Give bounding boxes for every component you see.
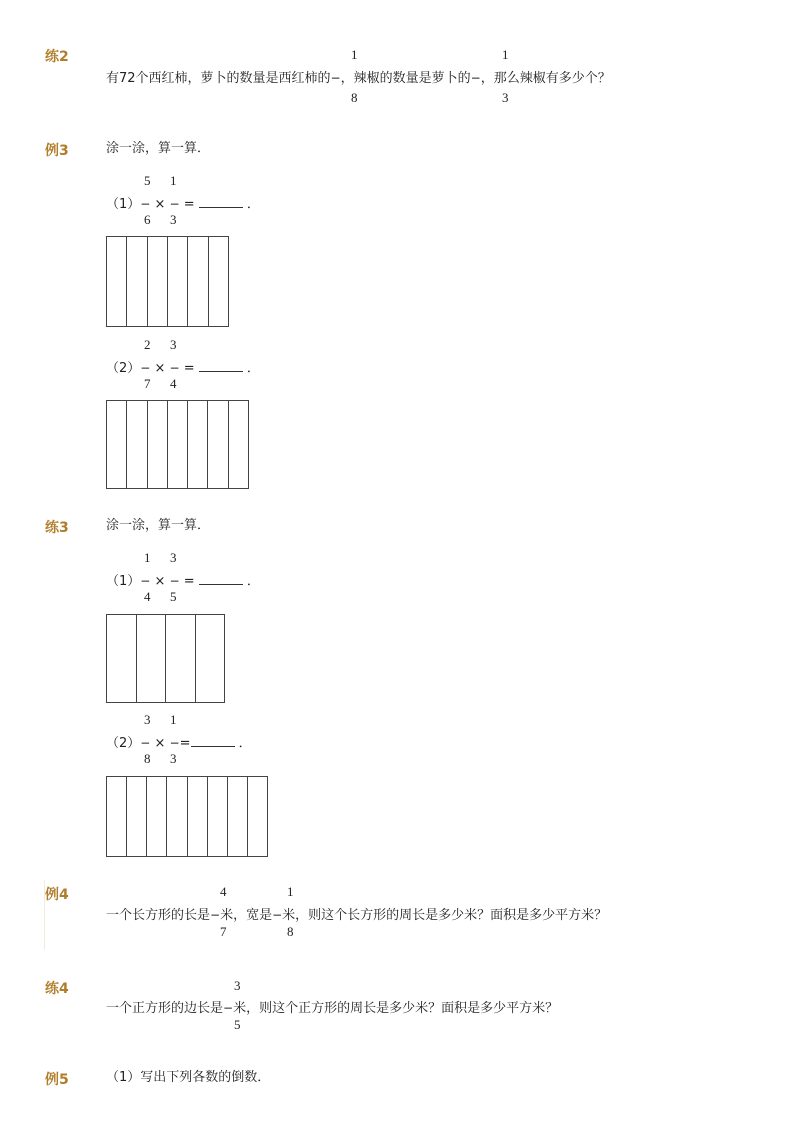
frac-numerator: 1: [170, 712, 177, 727]
problem-text-li4: [106, 907, 607, 924]
frac-numerator: 3: [144, 712, 151, 727]
problem-text-li5: （1）写出下列各数的倒数．: [106, 1070, 271, 1085]
text-segment: ，那么辣椒有多少个？: [480, 71, 611, 86]
part-prefix: （1）: [106, 197, 141, 212]
period: ．: [246, 361, 260, 376]
grid-cell[interactable]: [187, 401, 207, 488]
grid-cell[interactable]: [167, 401, 187, 488]
frac-numerator: 1: [351, 47, 358, 62]
frac-denominator: 5: [170, 589, 177, 604]
fraction-bar: −: [272, 908, 283, 922]
grid-cell[interactable]: [147, 237, 167, 326]
problem-label-li4: 例4: [45, 887, 69, 903]
operator: ×: [154, 361, 166, 376]
grid-cell[interactable]: [107, 777, 126, 856]
grid-cell[interactable]: [207, 777, 227, 856]
text-segment: 米，则这个正方形的周长是多少米？面积是多少平方米？: [233, 1001, 559, 1016]
frac-denominator: 7: [220, 924, 227, 939]
frac-denominator: 6: [144, 212, 151, 227]
operator: ×: [154, 197, 166, 212]
frac-denominator: 3: [502, 90, 509, 105]
fraction-bar: −: [140, 361, 151, 375]
part-prefix: （2）: [106, 361, 141, 376]
text-segment: 有72个西红柿，萝卜的数量是西红柿的: [106, 71, 331, 86]
instruction: 涂一涂，算一算．: [106, 141, 211, 156]
frac-numerator: 4: [220, 884, 227, 899]
grid-cell[interactable]: [147, 401, 167, 488]
grid-cell[interactable]: [107, 615, 136, 702]
grid-cell[interactable]: [136, 615, 166, 702]
fraction-bar: −: [223, 1001, 234, 1015]
equation-li3-1: [106, 195, 260, 213]
frac-denominator: 3: [170, 212, 177, 227]
answer-blank[interactable]: [199, 572, 243, 585]
grid-cell[interactable]: [126, 401, 146, 488]
equals-sign: =: [183, 361, 195, 376]
frac-denominator: 8: [144, 751, 151, 766]
text-segment: 一个长方形的长是: [106, 908, 211, 923]
frac-denominator: 7: [144, 376, 151, 391]
problem-label-li5: 例5: [45, 1072, 69, 1088]
equals-sign: =: [179, 736, 191, 751]
part-prefix: （1）: [106, 574, 141, 589]
fraction-bar: −: [169, 361, 180, 375]
grid-cell[interactable]: [107, 237, 126, 326]
grid-cell[interactable]: [208, 237, 228, 326]
answer-blank[interactable]: [199, 359, 243, 372]
grid-cell[interactable]: [166, 777, 186, 856]
frac-numerator: 1: [287, 884, 294, 899]
shading-grid-7[interactable]: [106, 400, 249, 489]
fraction-bar: −: [140, 736, 151, 750]
equation-lian3-2: [106, 734, 252, 752]
shading-grid-4[interactable]: [106, 614, 225, 703]
frac-numerator: 1: [144, 550, 151, 565]
fraction-bar: −: [140, 197, 151, 211]
text-segment: 米，则这个长方形的周长是多少米？面积是多少平方米？: [282, 908, 608, 923]
fraction-bar: −: [210, 908, 221, 922]
frac-denominator: 3: [170, 751, 177, 766]
period: ．: [238, 736, 252, 751]
frac-numerator: 2: [144, 337, 151, 352]
fraction-bar: −: [169, 574, 180, 588]
fraction-bar: −: [169, 197, 180, 211]
frac-numerator: 5: [144, 173, 151, 188]
fraction-bar: −: [169, 736, 180, 750]
frac-numerator: 1: [170, 173, 177, 188]
problem-label-lian2: 练2: [45, 49, 69, 65]
text-segment: ，辣椒的数量是萝卜的: [340, 71, 471, 86]
grid-cell[interactable]: [167, 237, 187, 326]
operator: ×: [154, 736, 166, 751]
problem-text-lian2: [106, 70, 611, 87]
answer-blank[interactable]: [191, 734, 235, 747]
grid-cell[interactable]: [146, 777, 166, 856]
grid-cell[interactable]: [107, 401, 126, 488]
grid-cell[interactable]: [228, 401, 248, 488]
problem-label-lian4: 练4: [45, 981, 69, 997]
grid-cell[interactable]: [126, 777, 146, 856]
grid-cell[interactable]: [247, 777, 267, 856]
answer-blank[interactable]: [199, 195, 243, 208]
fraction-bar: −: [470, 71, 481, 85]
fraction-bar: −: [330, 71, 341, 85]
shading-grid-6[interactable]: [106, 236, 229, 327]
grid-cell[interactable]: [227, 777, 247, 856]
frac-denominator: 4: [144, 589, 151, 604]
instruction: 涂一涂，算一算．: [106, 518, 211, 533]
period: ．: [246, 574, 260, 589]
equals-sign: =: [183, 197, 195, 212]
frac-denominator: 4: [170, 376, 177, 391]
grid-cell[interactable]: [187, 237, 207, 326]
frac-numerator: 3: [234, 978, 241, 993]
text-segment: 一个正方形的边长是: [106, 1001, 224, 1016]
problem-text-lian4: [106, 1000, 558, 1017]
equals-sign: =: [183, 574, 195, 589]
grid-cell[interactable]: [165, 615, 195, 702]
problem-label-lian3: 练3: [45, 520, 69, 536]
frac-numerator: 3: [170, 337, 177, 352]
frac-numerator: 3: [170, 550, 177, 565]
frac-denominator: 8: [351, 90, 358, 105]
equation-lian3-1: [106, 572, 260, 590]
fraction-bar: −: [140, 574, 151, 588]
text-segment: 米，宽是: [220, 908, 273, 923]
shading-grid-8[interactable]: [106, 776, 268, 857]
grid-cell[interactable]: [207, 401, 227, 488]
grid-cell[interactable]: [187, 777, 207, 856]
period: ．: [246, 197, 260, 212]
part-prefix: （2）: [106, 736, 141, 751]
grid-cell[interactable]: [195, 615, 225, 702]
frac-denominator: 8: [287, 924, 294, 939]
problem-label-li3: 例3: [45, 143, 69, 159]
grid-cell[interactable]: [126, 237, 146, 326]
equation-li3-2: [106, 359, 260, 377]
operator: ×: [154, 574, 166, 589]
frac-denominator: 5: [234, 1017, 241, 1032]
frac-numerator: 1: [502, 47, 509, 62]
